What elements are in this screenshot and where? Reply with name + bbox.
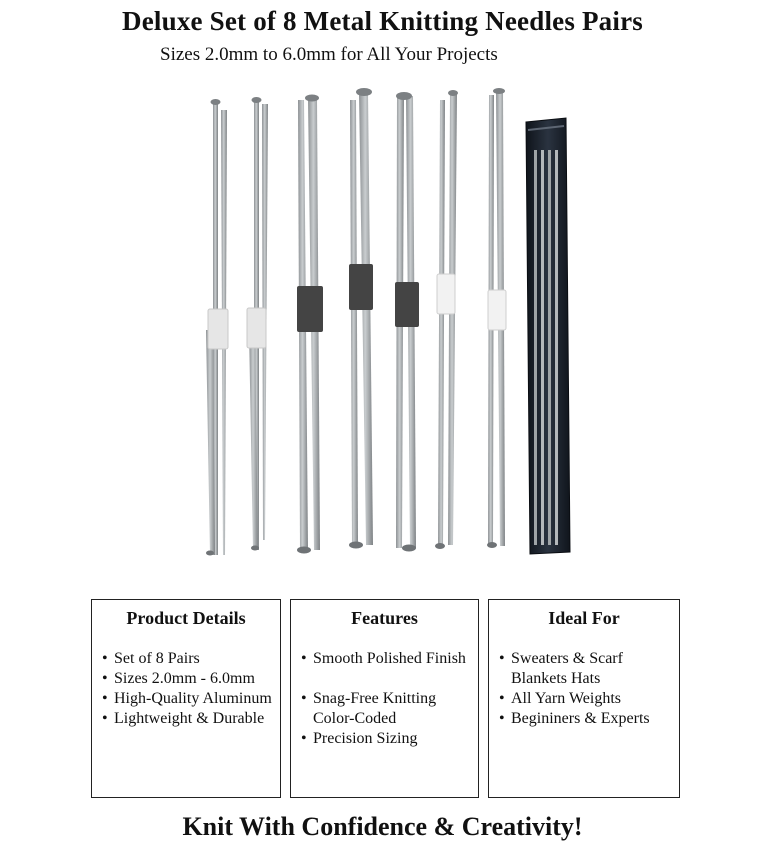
list-item: • All Yarn Weights [499,689,675,709]
needle-pair-2 [247,97,268,551]
features-box [290,599,479,798]
list-item-line: Blankets Hats [511,670,601,687]
list-item [301,689,474,729]
list-item: • Smooth Polished Finish [301,649,474,669]
list-item: • High-Quality Aluminum [102,689,276,709]
product-details-box [91,599,281,798]
needle-pair-3 [297,95,323,554]
list-item [499,649,675,689]
list-item: • Sizes 2.0mm - 6.0mm [102,669,276,689]
list-item: • Lightweight & Durable [102,709,276,729]
page-subtitle: Sizes 2.0mm to 6.0mm for All Your Projects [160,44,498,65]
list-item: • Set of 8 Pairs [102,649,276,669]
needle-pair-1 [206,99,228,556]
product-details-list [102,649,276,729]
needle-pair-4 [349,88,373,549]
knitting-needles-photo [0,80,765,580]
needle-pair-5 [395,92,419,552]
tagline: Knit With Confidence & Creativity! [182,812,583,841]
needle-pair-7 [487,88,506,548]
page-title: Deluxe Set of 8 Metal Knitting Needles Pairs [122,6,643,36]
list-item-line: Color-Coded [313,710,397,727]
list-item-line: Snag-Free Knitting [313,690,437,707]
product-details-heading: Product Details [126,608,246,628]
needle-pair-6 [435,90,458,549]
list-item: • Begininers & Experts [499,709,675,729]
features-list [301,649,474,749]
ideal-for-heading: Ideal For [548,608,620,628]
ideal-for-list [499,649,675,729]
list-item: • Precision Sizing [301,729,474,749]
ideal-for-box [488,599,680,798]
storage-case [526,118,570,554]
features-heading: Features [351,608,418,628]
list-item-line: Sweaters & Scarf [511,650,623,667]
